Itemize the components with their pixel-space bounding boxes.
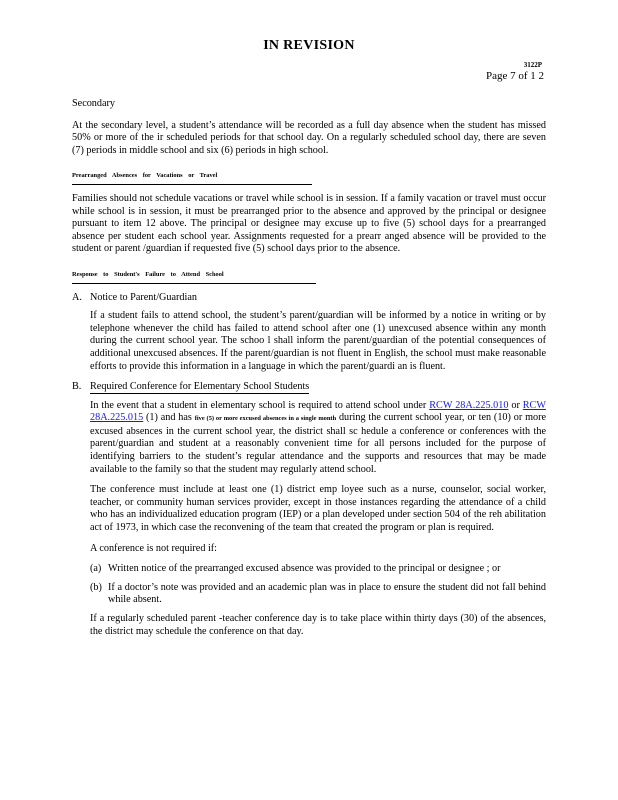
p1-small-text: five (5) or more excused absences in a single month <box>194 415 337 423</box>
list-item-b-label: (b) <box>90 581 102 593</box>
p1-text-2: or <box>508 399 523 411</box>
list-item-a <box>90 563 546 576</box>
secondary-heading: Secondary <box>72 98 115 109</box>
section-b-paragraph-1 <box>90 400 546 477</box>
document-title: IN REVISION <box>263 38 355 53</box>
document-body <box>72 98 546 638</box>
prearranged-paragraph: Families should not schedule vacations or travel while school is in session. If a family vacation or travel must occur while school is in session, it must be prearranged prior to the absence and approved by the principal or designee pursuant to item 12 above. The principal or designee may excuse up to five (5) school days for a prearranged absence per student each school year. Assignments requested for a prearr anged absence will be provided to the student or parent /guardian if requested five (5) school days prior to the absence. <box>72 192 546 255</box>
policy-code: 3122P <box>523 61 542 69</box>
prearranged-heading: Prearranged Absences for Vacations or Travel <box>72 170 312 185</box>
section-a-heading <box>72 292 546 305</box>
p1-text-3: (1) and has <box>143 412 195 424</box>
list-item-b-text: If a doctor’s note was provided and an academic plan was in place to ensure the student did not fall behind while absent. <box>108 581 546 606</box>
p1-text-1: In the event that a student in elementary school is required to attend school under <box>90 399 430 411</box>
list-item-b <box>90 582 546 607</box>
secondary-paragraph: At the secondary level, a student’s attendance will be recorded as a full day absence when the student has missed 50% or more of the ir scheduled periods for that school day. On a regularly scheduled school day, there are seven (7) periods in middle school and six (6) periods in high school. <box>72 119 546 156</box>
section-b-paragraph-2: The conference must include at least one (1) district emp loyee such as a nurse, counselor, social worker, teacher, or community human services provider, except in those instances regarding the attendance of a child who has an individualized education program (IEP) or a plan developed under section 504 of the reh abilitation act of 1973, in which case the reconvening of the team that created the program or plan is required. <box>90 484 546 534</box>
rcw-link-1[interactable]: RCW 28A.225.010 <box>429 399 509 411</box>
list-item-a-text: Written notice of the prearranged excused absence was provided to the principal or designee ; or <box>108 563 501 575</box>
section-a-paragraph: If a student fails to attend school, the student’s parent/guardian will be informed by a notice in writing or by telephone whenever the child has failed to attend school after one (1) unexcused absence within any month during the current school year. The schoo l shall inform the parent/guardian of the potential consequences of additional unexcused absences. If the parent/guardian is not fluent in English, the school must make reasonable efforts to provide this information in a language in which the parent/guardi an is fluent. <box>90 310 546 372</box>
section-b-heading <box>72 381 546 394</box>
section-b-title: Required Conference for Elementary School Students <box>90 381 310 393</box>
rcw-link-2[interactable]: RCW 28A.225.015 <box>90 399 546 424</box>
section-a-title: Notice to Parent/Guardian <box>90 291 197 303</box>
p1-text-4: during the current school year, or ten (10) or more excused absences in the current school year, the district shall sc hedule a conference or conferences with the parent/guardian and student at a reasonably convenient time for all persons included for the purpose of identifying barriers to the student’s regular attendance and the supports and resources that may be made available to the family so that the student may regularly attend school. <box>90 412 547 475</box>
section-b-paragraph-4: If a regularly scheduled parent -teacher conference day is to take place within thirty days (30) of the absences, the district may schedule the conference on that day. <box>90 613 546 637</box>
section-a-label: A. <box>72 291 82 303</box>
page-number: Page 7 of 1 2 <box>485 70 544 82</box>
section-b-label: B. <box>72 381 82 393</box>
response-heading: Response to Student's Failure to Attend School <box>72 269 316 284</box>
section-b-paragraph-3: A conference is not required if: <box>90 542 218 554</box>
list-item-a-label: (a) <box>90 563 102 575</box>
